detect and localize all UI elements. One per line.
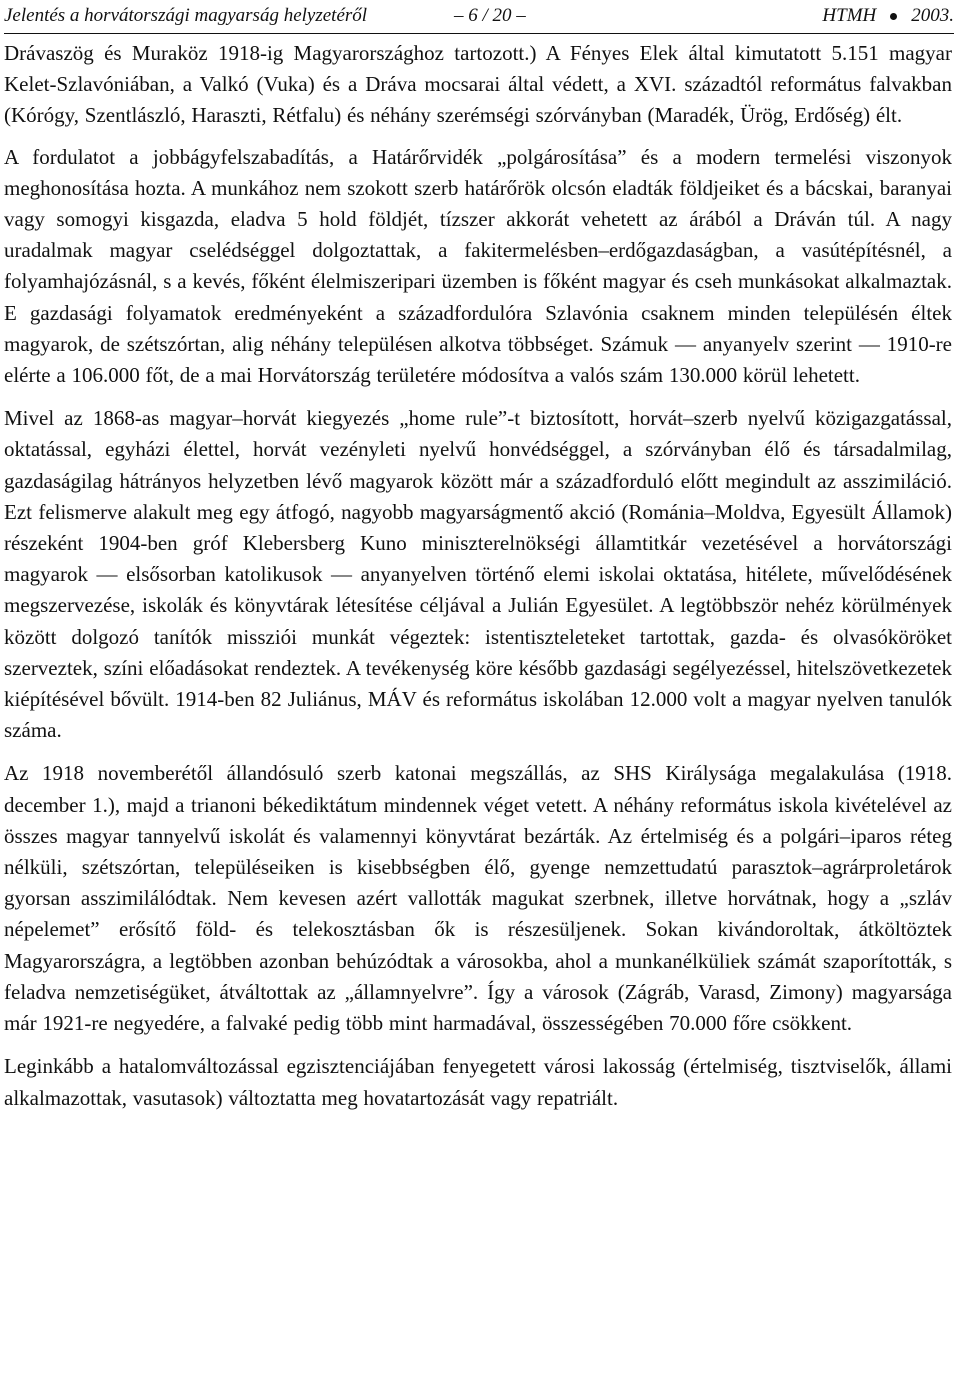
- publisher-label: HTMH: [822, 5, 877, 26]
- document-title: Jelentés a horvátországi magyarság helyzetéről: [4, 5, 368, 26]
- page-header: [4, 0, 954, 34]
- publication-year: 2003.: [911, 5, 954, 26]
- paragraph: Mivel az 1868-as magyar–horvát kiegyezés „home rule”-t biztosított, horvát–szerb nyelvű közigazgatással, oktatással, egyházi élettel, horvát vezényleti nyelvű honvédséggel, a szórványban élő és társadalmilag, gazdaságilag hátrányos helyzetben lévő magyarok között már a századforduló előtt megindult az asszimiláció. Ezt felismerve alakult meg egy átfogó, nagyobb magyarságmentő akció (Románia–Moldva, Egyesült Államok) részeként 1904-ben gróf Klebersberg Kuno miniszterelnökségi államtitkár vezetésével a horvátországi magyarok — elsősorban katolikusok — anyanyelven történő elemi iskolai oktatása, hitélete, művelődésének megszervezése, iskolák és könyvtárak létesítése céljával a Julián Egyesület. A legtöbbször nehéz körülmények között dolgozó tanítók missziói munkát végeztek: istentiszteleteket tartottak, gazda- és olvasóköröket szerveztek, színi előadásokat rendeztek. A tevékenység köre később gazdasági segélyezéssel, hitelszövetkezetek kiépítésével bővült. 1914-ben 82 Juliánus, MÁV és református iskolában 12.000 volt a magyar nyelven tanulók száma.: [4, 406, 952, 743]
- paragraph: Drávaszög és Muraköz 1918-ig Magyarországhoz tartozott.) A Fényes Elek által kimutatott 5.151 magyar Kelet-Szlavóniában, a Valkó (Vuka) és a Dráva mocsarai által védett, a XVI. századtól református falvakban (Kórógy, Szentlászló, Haraszti, Rétfalu) és néhány szerémségi szórványban (Maradék, Ürög, Erdőség) élt.: [4, 41, 952, 128]
- paragraph: A fordulatot a jobbágyfelszabadítás, a Határőrvidék „polgárosítása” és a modern termelési viszonyok meghonosítása hozta. A munkához nem szokott szerb határőrök olcsón eladták földjeiket és a bácskai, baranyai vagy somogyi kisgazda, eladva 5 hold földjét, tízszer akkorát vehetett az árából a Dráván túl. A nagy uradalmak magyar cselédséggel dolgoztattak, a fakitermelésben–erdőgazdaságban, a vasútépítésnél, a folyamhajózásnál, s a kevés, főként élelmiszeripari üzemben is főként magyar és cseh munkásokat alkalmaztak. E gazdasági folyamatok eredményeként a századfordulóra Szlavónia csaknem minden településén éltek magyarok, de szétszórtan, alig néhány településen alkotva többséget. Számuk — anyanyelv szerint — 1910-re elérte a 106.000 főt, de a mai Horvátország területére módosítva a valós szám 130.000 körül lehetett.: [4, 144, 952, 388]
- paragraph: Leginkább a hatalomváltozással egzisztenciájában fenyegetett városi lakosság (értelmiség, tisztviselők, állami alkalmazottak, vasutasok) változtatta meg hovatartozását vagy repatriált.: [4, 1054, 952, 1110]
- header-rule: [4, 33, 954, 34]
- bullet-dot-icon: [890, 13, 897, 20]
- paragraph: Az 1918 novemberétől állandósuló szerb katonai megszállás, az SHS Királysága megalakulása (1918. december 1.), majd a trianoni békediktátum mindennek véget vetett. A néhány református iskola kivételével az összes magyar tannyelvű iskolát és valamennyi könyvtárat bezárták. Az értelmiség és a polgári–iparos réteg nélküli, szétszórtan, településeiken is kisebbségben élő, gyenge nemzettudatú parasztok–agrárproletárok gyorsan asszimilálódtak. Nem kevesen azért vallották magukat szerbnek, illetve horvátnak, hogy a „szláv népelemet” erősítő föld- és telekosztásban ők is részesüljenek. Sokan kivándoroltak, átköltöztek Magyarországra, a legtöbben azonban behúzódtak a városokba, ahol a munkanélküliek számát szaporították, s feladva nemzetiségüket, átváltottak az „államnyelvre”. Így a városok (Zágráb, Varasd, Zimony) magyarsága már 1921-re negyedére, a falvaké pedig több mint harmadával, összességében 70.000 főre csökkent.: [4, 761, 952, 1036]
- document-body: [4, 38, 952, 1126]
- page-number: – 6 / 20 –: [454, 5, 526, 26]
- header-right: [822, 2, 954, 30]
